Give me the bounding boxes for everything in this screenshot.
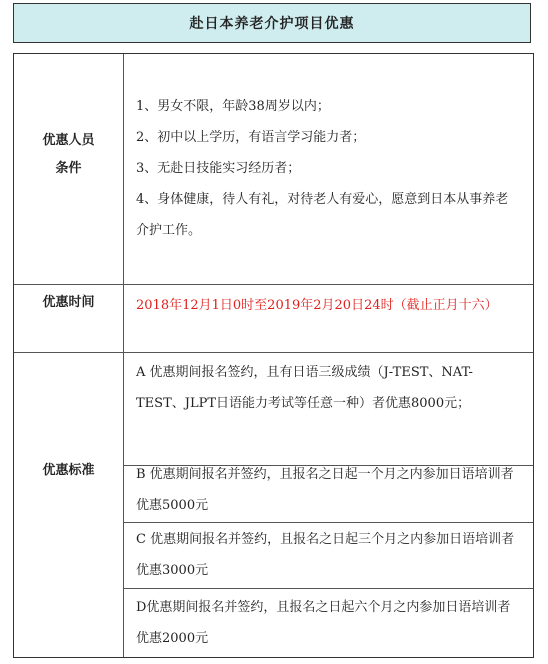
eligibility-label-line: 优惠人员 [42, 133, 95, 148]
eligibility-item: 2、初中以上学历，有语言学习能力者； [136, 130, 366, 145]
standard-item-d: D优惠期间报名并签约，且报名之日起六个月之内参加日语培训者优惠2000元 [136, 600, 511, 646]
row-divider [14, 352, 533, 353]
cell-divider [123, 522, 533, 523]
row-divider [14, 284, 533, 285]
period-content: 2018年12月1日0时至2019年2月20日24时（截止正月十六） [136, 298, 498, 313]
period-label: 优惠时间 [42, 295, 95, 310]
column-divider [123, 54, 124, 657]
cell-divider [123, 588, 533, 589]
eligibility-item: 4、身体健康，待人有礼，对待老人有爱心，愿意到日本从事养老介护工作。 [136, 192, 509, 238]
standard-item-b: B 优惠期间报名并签约，且报名之日起一个月之内参加日语培训者优惠5000元 [136, 467, 514, 513]
eligibility-label-line: 条件 [55, 161, 82, 176]
eligibility-content [136, 91, 521, 246]
eligibility-item: 1、男女不限，年龄38周岁以内； [136, 99, 330, 114]
eligibility-item: 3、无赴日技能实习经历者； [136, 161, 301, 176]
eligibility-label [14, 127, 123, 183]
page-title: 赴日本养老介护项目优惠 [13, 3, 531, 43]
standard-item-a: A 优惠期间报名签约，且有日语三级成绩（J-TEST、NAT-TEST、JLPT日语能力考试等任意一种）者优惠8000元； [136, 365, 473, 411]
discount-table [13, 53, 534, 658]
standard-item-c: C 优惠期间报名并签约，且报名之日起三个月之内参加日语培训者优惠3000元 [136, 532, 515, 578]
standard-label: 优惠标准 [42, 463, 95, 478]
